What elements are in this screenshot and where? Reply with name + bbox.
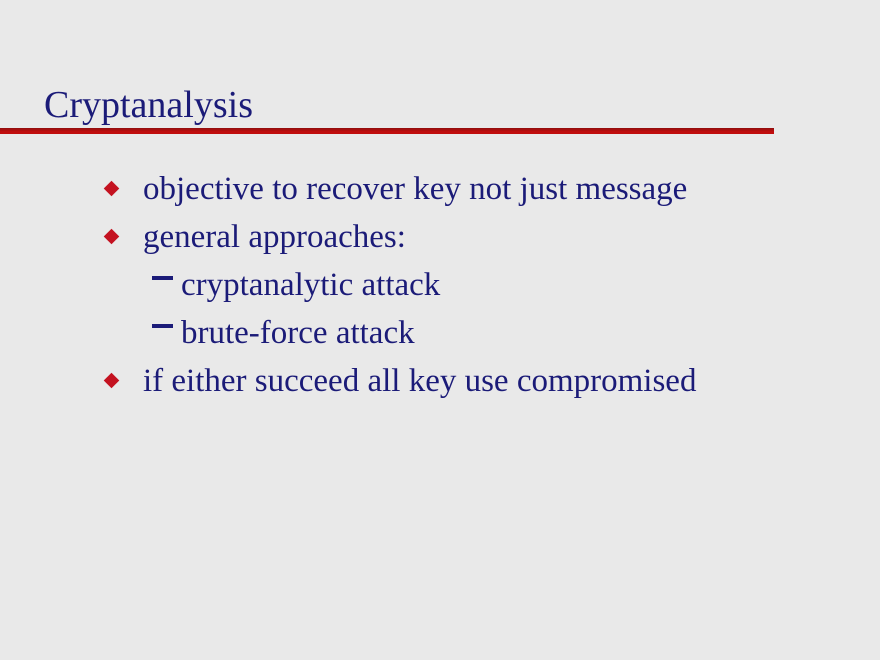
bullet-text: objective to recover key not just message <box>143 170 688 207</box>
bullet-line <box>0 357 880 405</box>
bullet-line <box>0 261 880 309</box>
bullet-line <box>0 213 880 261</box>
bullet-text: brute-force attack <box>181 314 415 351</box>
title-underline-rule <box>0 128 774 134</box>
bullet-line <box>0 165 880 213</box>
bullet-line <box>0 309 880 357</box>
bullet-text: if either succeed all key use compromised <box>143 362 697 399</box>
diamond-bullet-icon <box>104 229 120 245</box>
bullet-text: cryptanalytic attack <box>181 266 441 303</box>
bullet-list <box>0 165 880 405</box>
slide-title: Cryptanalysis <box>44 84 253 126</box>
diamond-bullet-icon <box>104 373 120 389</box>
dash-bullet-icon <box>152 324 173 328</box>
diamond-bullet-icon <box>104 181 120 197</box>
dash-bullet-icon <box>152 276 173 280</box>
bullet-text: general approaches: <box>143 218 406 255</box>
